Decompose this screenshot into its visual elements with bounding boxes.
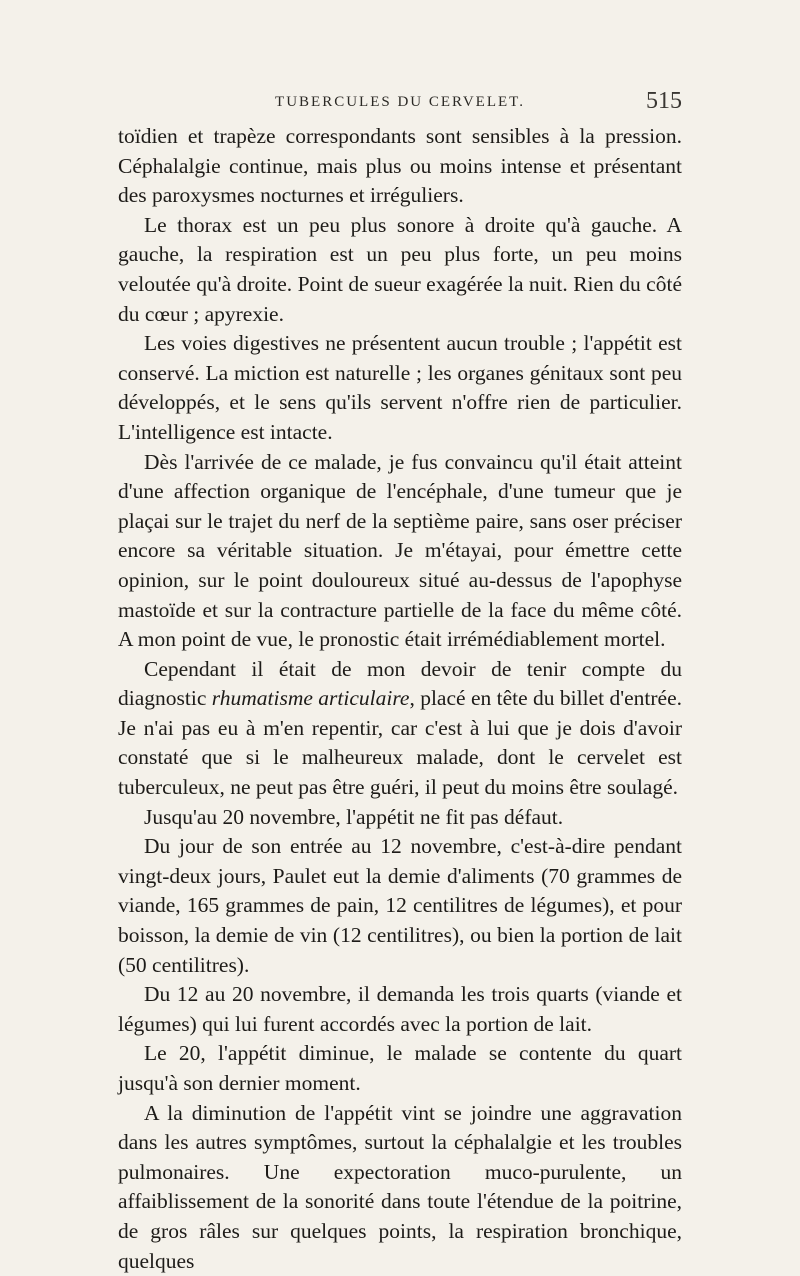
paragraph-10: A la diminution de l'appétit vint se joindre une aggravation dans les autres symptômes, surtout la céphalalgie et les troubles pulmonaires. Une expectoration muco-purulente, un affaiblissement de la sonorité dans toute l'étendue de la poitrine, de gros râles sur quelques points, la respiration bronchique, quelques	[118, 1100, 682, 1273]
paragraph-3: Les voies digestives ne présentent aucun trouble ; l'appétit est conservé. La miction est naturelle ; les organes génitaux sont peu développés, et le sens qu'ils servent n'offre rien de particulier. L'intelligence est intacte.	[118, 331, 682, 444]
paragraph-4: Dès l'arrivée de ce malade, je fus convaincu qu'il était atteint d'une affection organique de l'encéphale, d'une tumeur que je plaçai sur le trajet du nerf de la septième paire, sans oser préciser encore sa véritable situation. Je m'étayai, pour émettre cette opinion, sur le point douloureux situé au-dessus de l'apophyse mastoïde et sur la contracture partielle de la face du même côté. A mon point de vue, le pronostic était irrémédiablement mortel.	[118, 449, 682, 652]
paragraph-9: Le 20, l'appétit diminue, le malade se contente du quart jusqu'à son dernier moment.	[118, 1041, 682, 1095]
paragraph-5-text-before: Cependant il était de mon devoir de tenir compte du diagnostic	[118, 656, 682, 711]
paragraph-8: Du 12 au 20 novembre, il demanda les trois quarts (viande et légumes) qui lui furent accordés avec la portion de lait.	[118, 982, 682, 1036]
page-number: 515	[646, 88, 682, 114]
paragraph-6: Jusqu'au 20 novembre, l'appétit ne fit pas défaut.	[144, 804, 564, 829]
paragraph-1: toïdien et trapèze correspondants sont sensibles à la pression. Céphalalgie continue, mais plus ou moins intense et présentant des paroxysmes nocturnes et irréguliers.	[118, 124, 682, 208]
diagnosis-italic: rhumatisme articulaire	[211, 686, 410, 711]
paragraph-7: Du jour de son entrée au 12 novembre, c'est-à-dire pendant vingt-deux jours, Paulet eut la demie d'aliments (70 grammes de viande, 165 grammes de pain, 12 centilitres de légumes), et pour boisson, la demie de vin (12 centilitres), ou bien la portion de lait (50 centilitres).	[118, 834, 682, 977]
paragraph-5	[118, 655, 682, 803]
paragraph-2: Le thorax est un peu plus sonore à droite qu'à gauche. A gauche, la respiration est un peu plus forte, un peu moins veloutée qu'à droite. Point de sueur exagérée la nuit. Rien du côté du cœur ; apyrexie.	[118, 212, 682, 326]
paragraph-5-text-after: , placé en tête du billet d'entrée. Je n'ai pas eu à m'en repentir, car c'est à lui que je dois d'avoir constaté que si le malheureux malade, dont le cervelet est tuberculeux, ne peut pas être guéri, il peut du moins être soulagé.	[118, 686, 682, 800]
page-header	[118, 88, 682, 120]
body-text	[118, 122, 682, 1276]
running-head: TUBERCULES DU CERVELET.	[275, 94, 525, 110]
